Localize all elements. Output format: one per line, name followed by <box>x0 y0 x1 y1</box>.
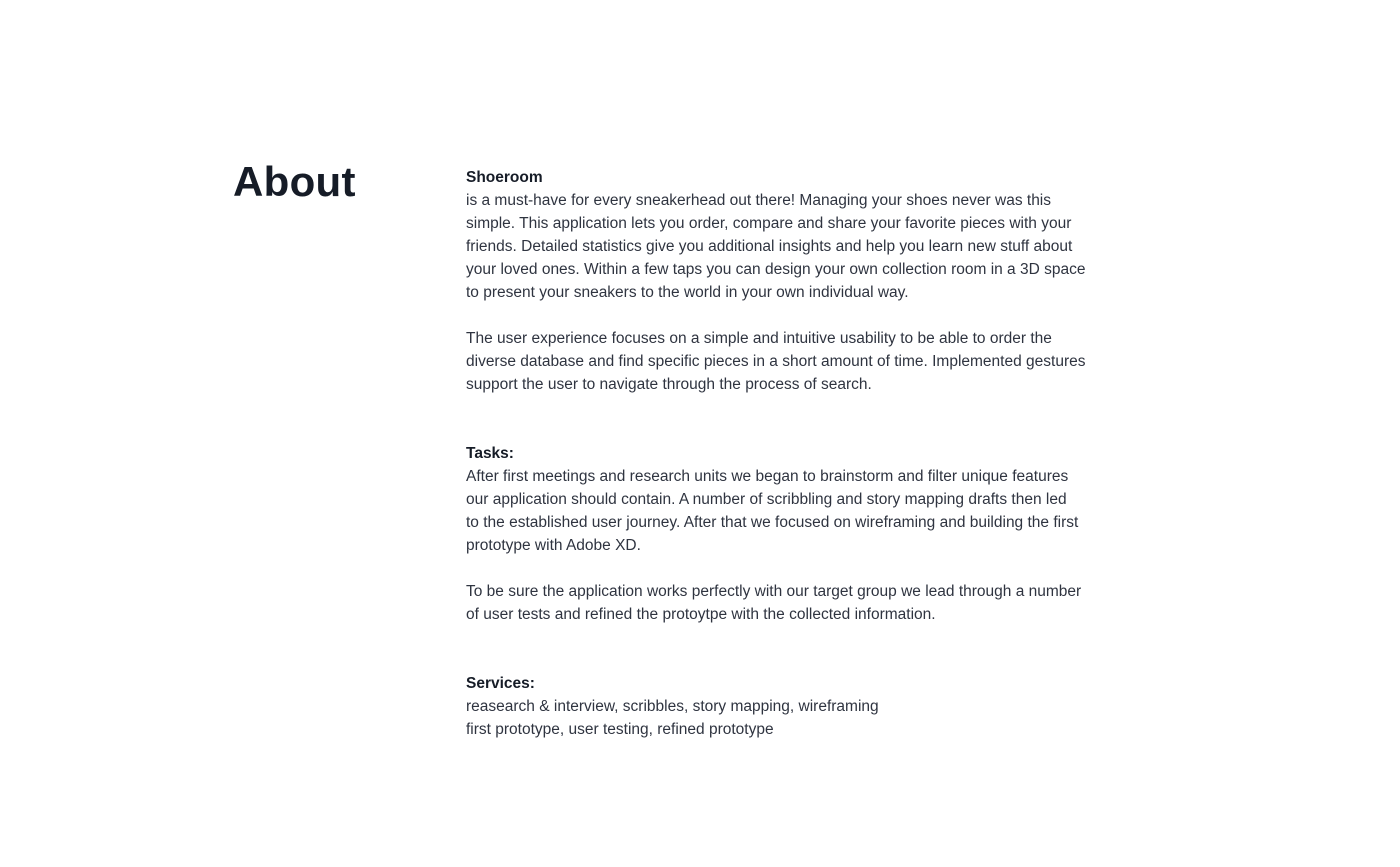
about-content <box>466 166 1106 741</box>
intro-paragraph-1-line: your loved ones. Within a few taps you can design your own collection room in a 3D space <box>466 261 1086 278</box>
services-list <box>466 695 1106 741</box>
intro-paragraph-2-line: support the user to navigate through the process of search. <box>466 376 872 393</box>
tasks-paragraph-1 <box>466 465 1106 557</box>
project-name-heading: Shoeroom <box>466 169 543 186</box>
tasks-paragraph-2-line: To be sure the application works perfectly with our target group we lead through a number <box>466 583 1082 600</box>
tasks-paragraph-1-line: our application should contain. A number of scribbling and story mapping drafts then led <box>466 491 1067 508</box>
tasks-paragraph-1-line: to the established user journey. After that we focused on wireframing and building the first <box>466 514 1079 531</box>
intro-paragraph-1 <box>466 189 1106 304</box>
tasks-paragraph-1-line: After first meetings and research units we began to brainstorm and filter unique features <box>466 468 1069 485</box>
intro-paragraph-1-line: friends. Detailed statistics give you additional insights and help you learn new stuff about <box>466 238 1073 255</box>
tasks-section <box>466 442 1106 626</box>
page-title: About <box>233 158 356 205</box>
services-line: first prototype, user testing, refined prototype <box>466 721 774 738</box>
tasks-paragraph-2 <box>466 580 1106 626</box>
services-section <box>466 672 1106 741</box>
intro-paragraph-2 <box>466 327 1106 396</box>
tasks-heading: Tasks: <box>466 445 514 462</box>
intro-paragraph-1-line: to present your sneakers to the world in your own individual way. <box>466 284 909 301</box>
tasks-paragraph-1-line: prototype with Adobe XD. <box>466 537 641 554</box>
intro-paragraph-2-line: diverse database and find specific pieces in a short amount of time. Implemented gestures <box>466 353 1086 370</box>
services-heading: Services: <box>466 675 535 692</box>
intro-section <box>466 166 1106 396</box>
intro-paragraph-2-line: The user experience focuses on a simple and intuitive usability to be able to order the <box>466 330 1052 347</box>
services-line: reasearch & interview, scribbles, story mapping, wireframing <box>466 698 879 715</box>
intro-paragraph-1-line: simple. This application lets you order, compare and share your favorite pieces with your <box>466 215 1072 232</box>
tasks-paragraph-2-line: of user tests and refined the protoytpe with the collected information. <box>466 606 936 623</box>
intro-paragraph-1-line: is a must-have for every sneakerhead out there! Managing your shoes never was this <box>466 192 1052 209</box>
